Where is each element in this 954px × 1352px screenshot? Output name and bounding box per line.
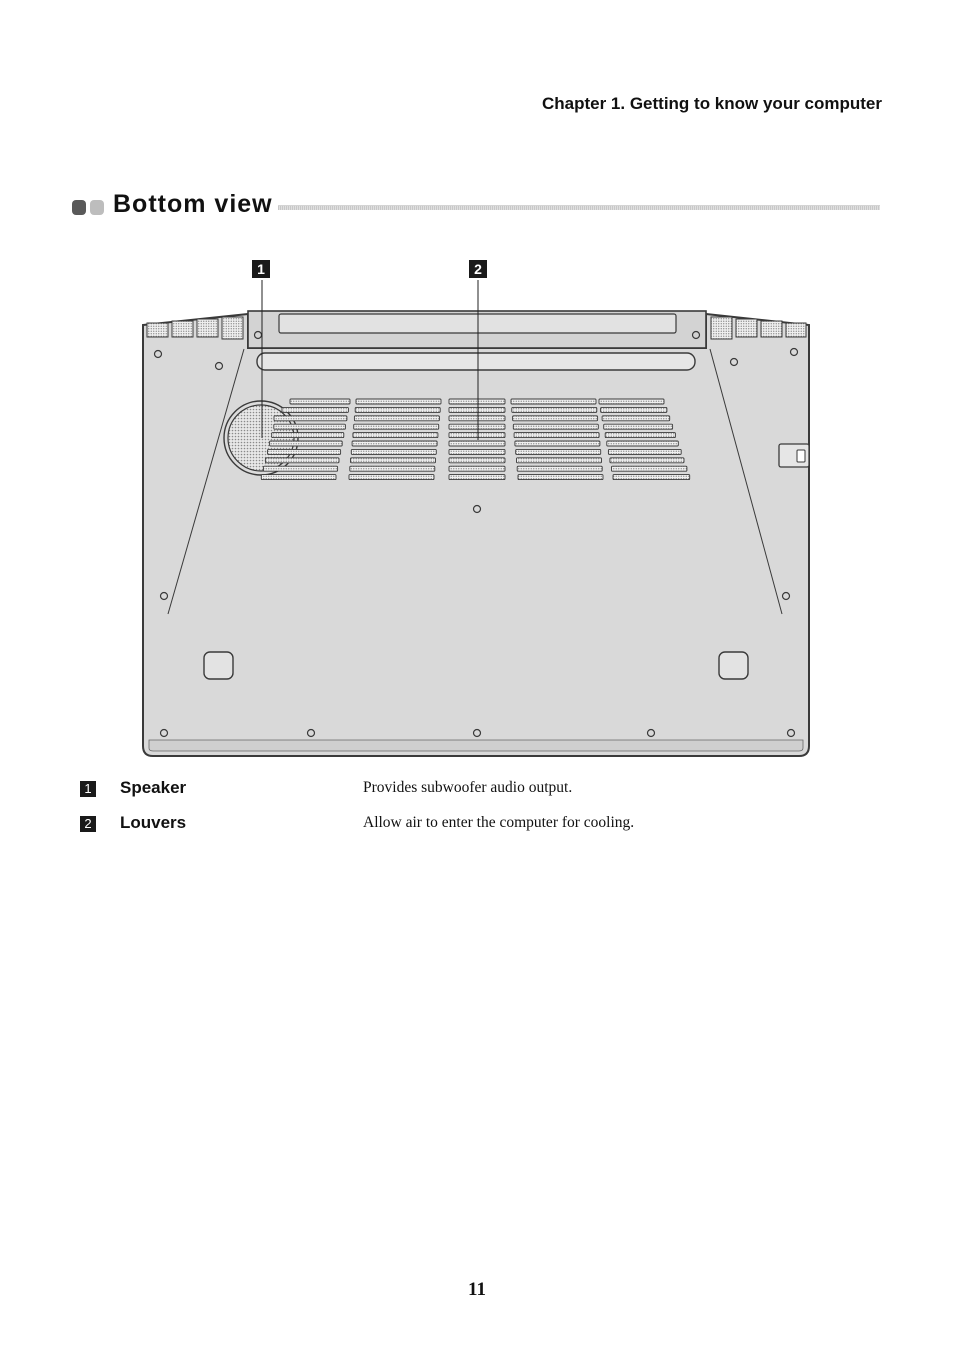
louver-slot (599, 399, 664, 404)
laptop-chassis (143, 311, 809, 756)
louver-slot (356, 399, 441, 404)
louver-slot (511, 399, 596, 404)
louver-slot (601, 407, 667, 412)
louver-slot (613, 475, 690, 480)
louver-slot (351, 458, 436, 463)
louver-slot (449, 466, 505, 471)
louver-slot (350, 466, 435, 471)
side-switch (779, 444, 809, 467)
callout-1: 1 (252, 260, 270, 278)
louver-slot (515, 441, 600, 446)
louver-slot (612, 466, 687, 471)
legend-description: Provides subwoofer audio output. (363, 779, 573, 796)
louver-slot (607, 441, 679, 446)
louver-slot (514, 433, 599, 438)
louver-slot (449, 399, 505, 404)
legend-row-louvers (80, 813, 880, 835)
louver-slot (349, 475, 434, 480)
rubber-foot-right (719, 652, 748, 679)
louver-slot (354, 416, 439, 421)
louver-slot (263, 466, 337, 471)
louver-slot (272, 433, 344, 438)
louver-slot (449, 441, 505, 446)
louver-slot (355, 407, 440, 412)
louver-slot (513, 416, 598, 421)
louver-slot (449, 407, 505, 412)
rubber-foot-left (204, 652, 233, 679)
louver-slot (351, 449, 436, 454)
louver-slot (602, 416, 670, 421)
legend-number: 1 (80, 781, 96, 797)
louver-slot (274, 416, 347, 421)
legend-number: 2 (80, 816, 96, 832)
legend-name: Louvers (120, 813, 187, 832)
louver-slot (261, 475, 336, 480)
louver-slot (605, 433, 675, 438)
louver-slot (290, 399, 350, 404)
louver-slot (449, 433, 505, 438)
louver-slot (268, 449, 341, 454)
louver-slot (265, 458, 339, 463)
louver-slot (604, 424, 673, 429)
louver-slot (449, 449, 505, 454)
legend-name: Speaker (120, 778, 187, 797)
louver-slot (352, 441, 437, 446)
louver-slot (517, 458, 602, 463)
legend-description: Allow air to enter the computer for cooling. (363, 814, 635, 831)
louver-slot (608, 449, 681, 454)
louver-slot (512, 407, 597, 412)
louver-slot (513, 424, 598, 429)
louver-slot (517, 466, 602, 471)
louver-slot (282, 407, 348, 412)
louver-slot (518, 475, 603, 480)
louver-slot (270, 441, 343, 446)
louver-slot (353, 433, 438, 438)
callout-2: 2 (469, 260, 487, 278)
page-number: 11 (468, 1279, 486, 1300)
legend-row-speaker (80, 778, 880, 800)
louver-slot (610, 458, 684, 463)
louver-slot (449, 424, 505, 429)
section-title: Bottom view (113, 190, 273, 218)
louver-slot (449, 458, 505, 463)
chapter-header: Chapter 1. Getting to know your computer (541, 94, 882, 113)
louver-slot (449, 416, 505, 421)
louver-slot (449, 475, 505, 480)
louver-slot (516, 449, 601, 454)
louver-slot (274, 424, 346, 429)
louver-slot (354, 424, 439, 429)
